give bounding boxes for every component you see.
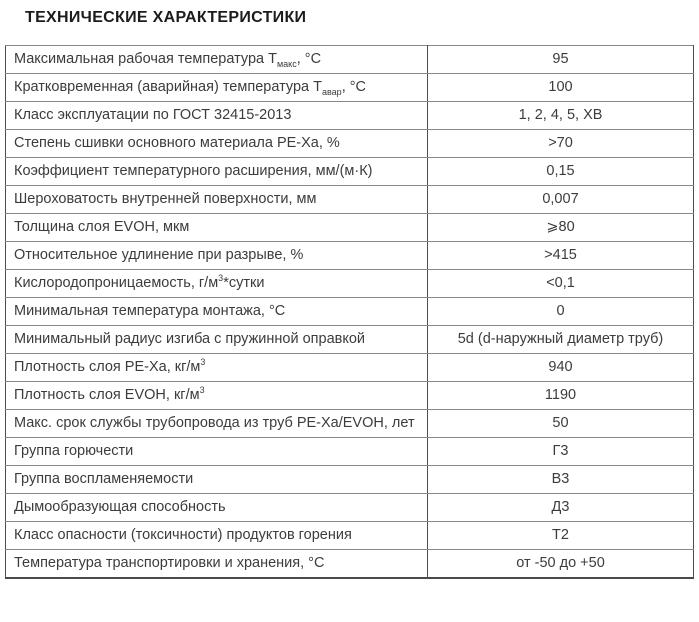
text-segment: >415	[544, 247, 577, 264]
text-segment: Минимальная температура монтажа, °С	[14, 303, 286, 320]
text-segment: 0,007	[542, 191, 579, 208]
parameter-cell	[6, 242, 428, 270]
spec-row	[6, 46, 694, 74]
value-cell	[428, 382, 694, 410]
text-segment: 1190	[544, 387, 577, 404]
text-segment: Группа воспламеняемости	[14, 471, 194, 488]
text-segment: Толщина слоя EVOH, мкм	[14, 219, 190, 236]
value-cell	[428, 438, 694, 466]
value-cell	[428, 130, 694, 158]
text-segment: 940	[548, 359, 573, 376]
text-segment: 3	[218, 273, 224, 284]
parameter-cell	[6, 522, 428, 550]
spec-row	[6, 354, 694, 382]
text-segment: <0,1	[546, 275, 575, 292]
text-segment: Макс. срок службы трубопровода из труб PE-Xa/EVOH, лет	[14, 415, 415, 432]
parameter-cell	[6, 438, 428, 466]
value-cell	[428, 270, 694, 298]
specs-table	[5, 45, 694, 579]
text-segment: , °С	[341, 79, 367, 96]
value-cell	[428, 466, 694, 494]
text-segment: 100	[548, 79, 573, 96]
spec-row	[6, 270, 694, 298]
parameter-cell	[6, 382, 428, 410]
spec-row	[6, 158, 694, 186]
text-segment: Плотность слоя EVOH, кг/м	[14, 387, 200, 404]
text-segment: Группа горючести	[14, 443, 134, 460]
text-segment: Д3	[551, 499, 570, 516]
spec-row	[6, 382, 694, 410]
page-title: ТЕХНИЧЕСКИЕ ХАРАКТЕРИСТИКИ	[25, 9, 307, 26]
text-segment: *сутки	[223, 275, 265, 292]
text-segment: 50	[552, 415, 569, 432]
parameter-cell	[6, 326, 428, 354]
text-segment: , °С	[296, 51, 322, 68]
text-segment: Максимальная рабочая температура Т	[14, 51, 277, 68]
specs-table-body	[6, 46, 694, 578]
value-cell	[428, 298, 694, 326]
text-segment: 3	[200, 357, 206, 368]
value-cell	[428, 74, 694, 102]
parameter-cell	[6, 354, 428, 382]
text-segment: 3	[199, 385, 205, 396]
text-segment: макс	[276, 59, 297, 70]
spec-row	[6, 298, 694, 326]
parameter-cell	[6, 186, 428, 214]
text-segment: Класс опасности (токсичности) продуктов горения	[14, 527, 352, 544]
parameter-cell	[6, 550, 428, 578]
spec-row	[6, 522, 694, 550]
spec-row	[6, 102, 694, 130]
parameter-cell	[6, 298, 428, 326]
parameter-cell	[6, 214, 428, 242]
spec-row	[6, 410, 694, 438]
text-segment: Степень сшивки основного материала PE-Xa, %	[14, 135, 340, 152]
text-segment: 1, 2, 4, 5, ХВ	[518, 107, 603, 124]
spec-row	[6, 550, 694, 578]
text-segment: 0	[556, 303, 565, 320]
text-segment: Т2	[552, 527, 569, 544]
value-cell	[428, 550, 694, 578]
parameter-cell	[6, 130, 428, 158]
spec-row	[6, 242, 694, 270]
parameter-cell	[6, 494, 428, 522]
parameter-cell	[6, 74, 428, 102]
value-cell	[428, 158, 694, 186]
text-segment: авар	[321, 87, 342, 98]
value-cell	[428, 326, 694, 354]
text-segment: Минимальный радиус изгиба с пружинной оправкой	[14, 331, 366, 348]
text-segment: Плотность слоя PE-Xa, кг/м	[14, 359, 201, 376]
spec-row	[6, 438, 694, 466]
text-segment: Класс эксплуатации по ГОСТ 32415-2013	[14, 107, 292, 124]
text-segment: 95	[552, 51, 569, 68]
text-segment: Относительное удлинение при разрыве, %	[14, 247, 304, 264]
spec-row	[6, 186, 694, 214]
parameter-cell	[6, 410, 428, 438]
text-segment: Кратковременная (аварийная) температура Т	[14, 79, 322, 96]
value-cell	[428, 354, 694, 382]
parameter-cell	[6, 46, 428, 74]
value-cell	[428, 186, 694, 214]
parameter-cell	[6, 102, 428, 130]
parameter-cell	[6, 158, 428, 186]
text-segment: >70	[548, 135, 573, 152]
spec-row	[6, 494, 694, 522]
value-cell	[428, 522, 694, 550]
spec-row	[6, 74, 694, 102]
spec-row	[6, 466, 694, 494]
text-segment: Коэффициент температурного расширения, мм/(м·К)	[14, 163, 373, 180]
spec-row	[6, 214, 694, 242]
spec-row	[6, 130, 694, 158]
value-cell	[428, 242, 694, 270]
value-cell	[428, 410, 694, 438]
text-segment: ⩾80	[546, 219, 575, 236]
text-segment: Дымообразующая способность	[14, 499, 226, 516]
text-segment: Г3	[552, 443, 569, 460]
text-segment: от -50 до +50	[516, 554, 605, 571]
text-segment: В3	[551, 471, 570, 488]
value-cell	[428, 46, 694, 74]
text-segment: Кислородопроницаемость, г/м	[14, 275, 219, 292]
page	[0, 9, 699, 622]
text-segment: Температура транспортировки и хранения, °С	[14, 554, 325, 571]
value-cell	[428, 102, 694, 130]
parameter-cell	[6, 270, 428, 298]
text-segment: 5d (d-наружный диаметр труб)	[457, 331, 664, 348]
parameter-cell	[6, 466, 428, 494]
value-cell	[428, 494, 694, 522]
value-cell	[428, 214, 694, 242]
spec-row	[6, 326, 694, 354]
text-segment: 0,15	[546, 163, 575, 180]
text-segment: Шероховатость внутренней поверхности, мм	[14, 191, 317, 208]
